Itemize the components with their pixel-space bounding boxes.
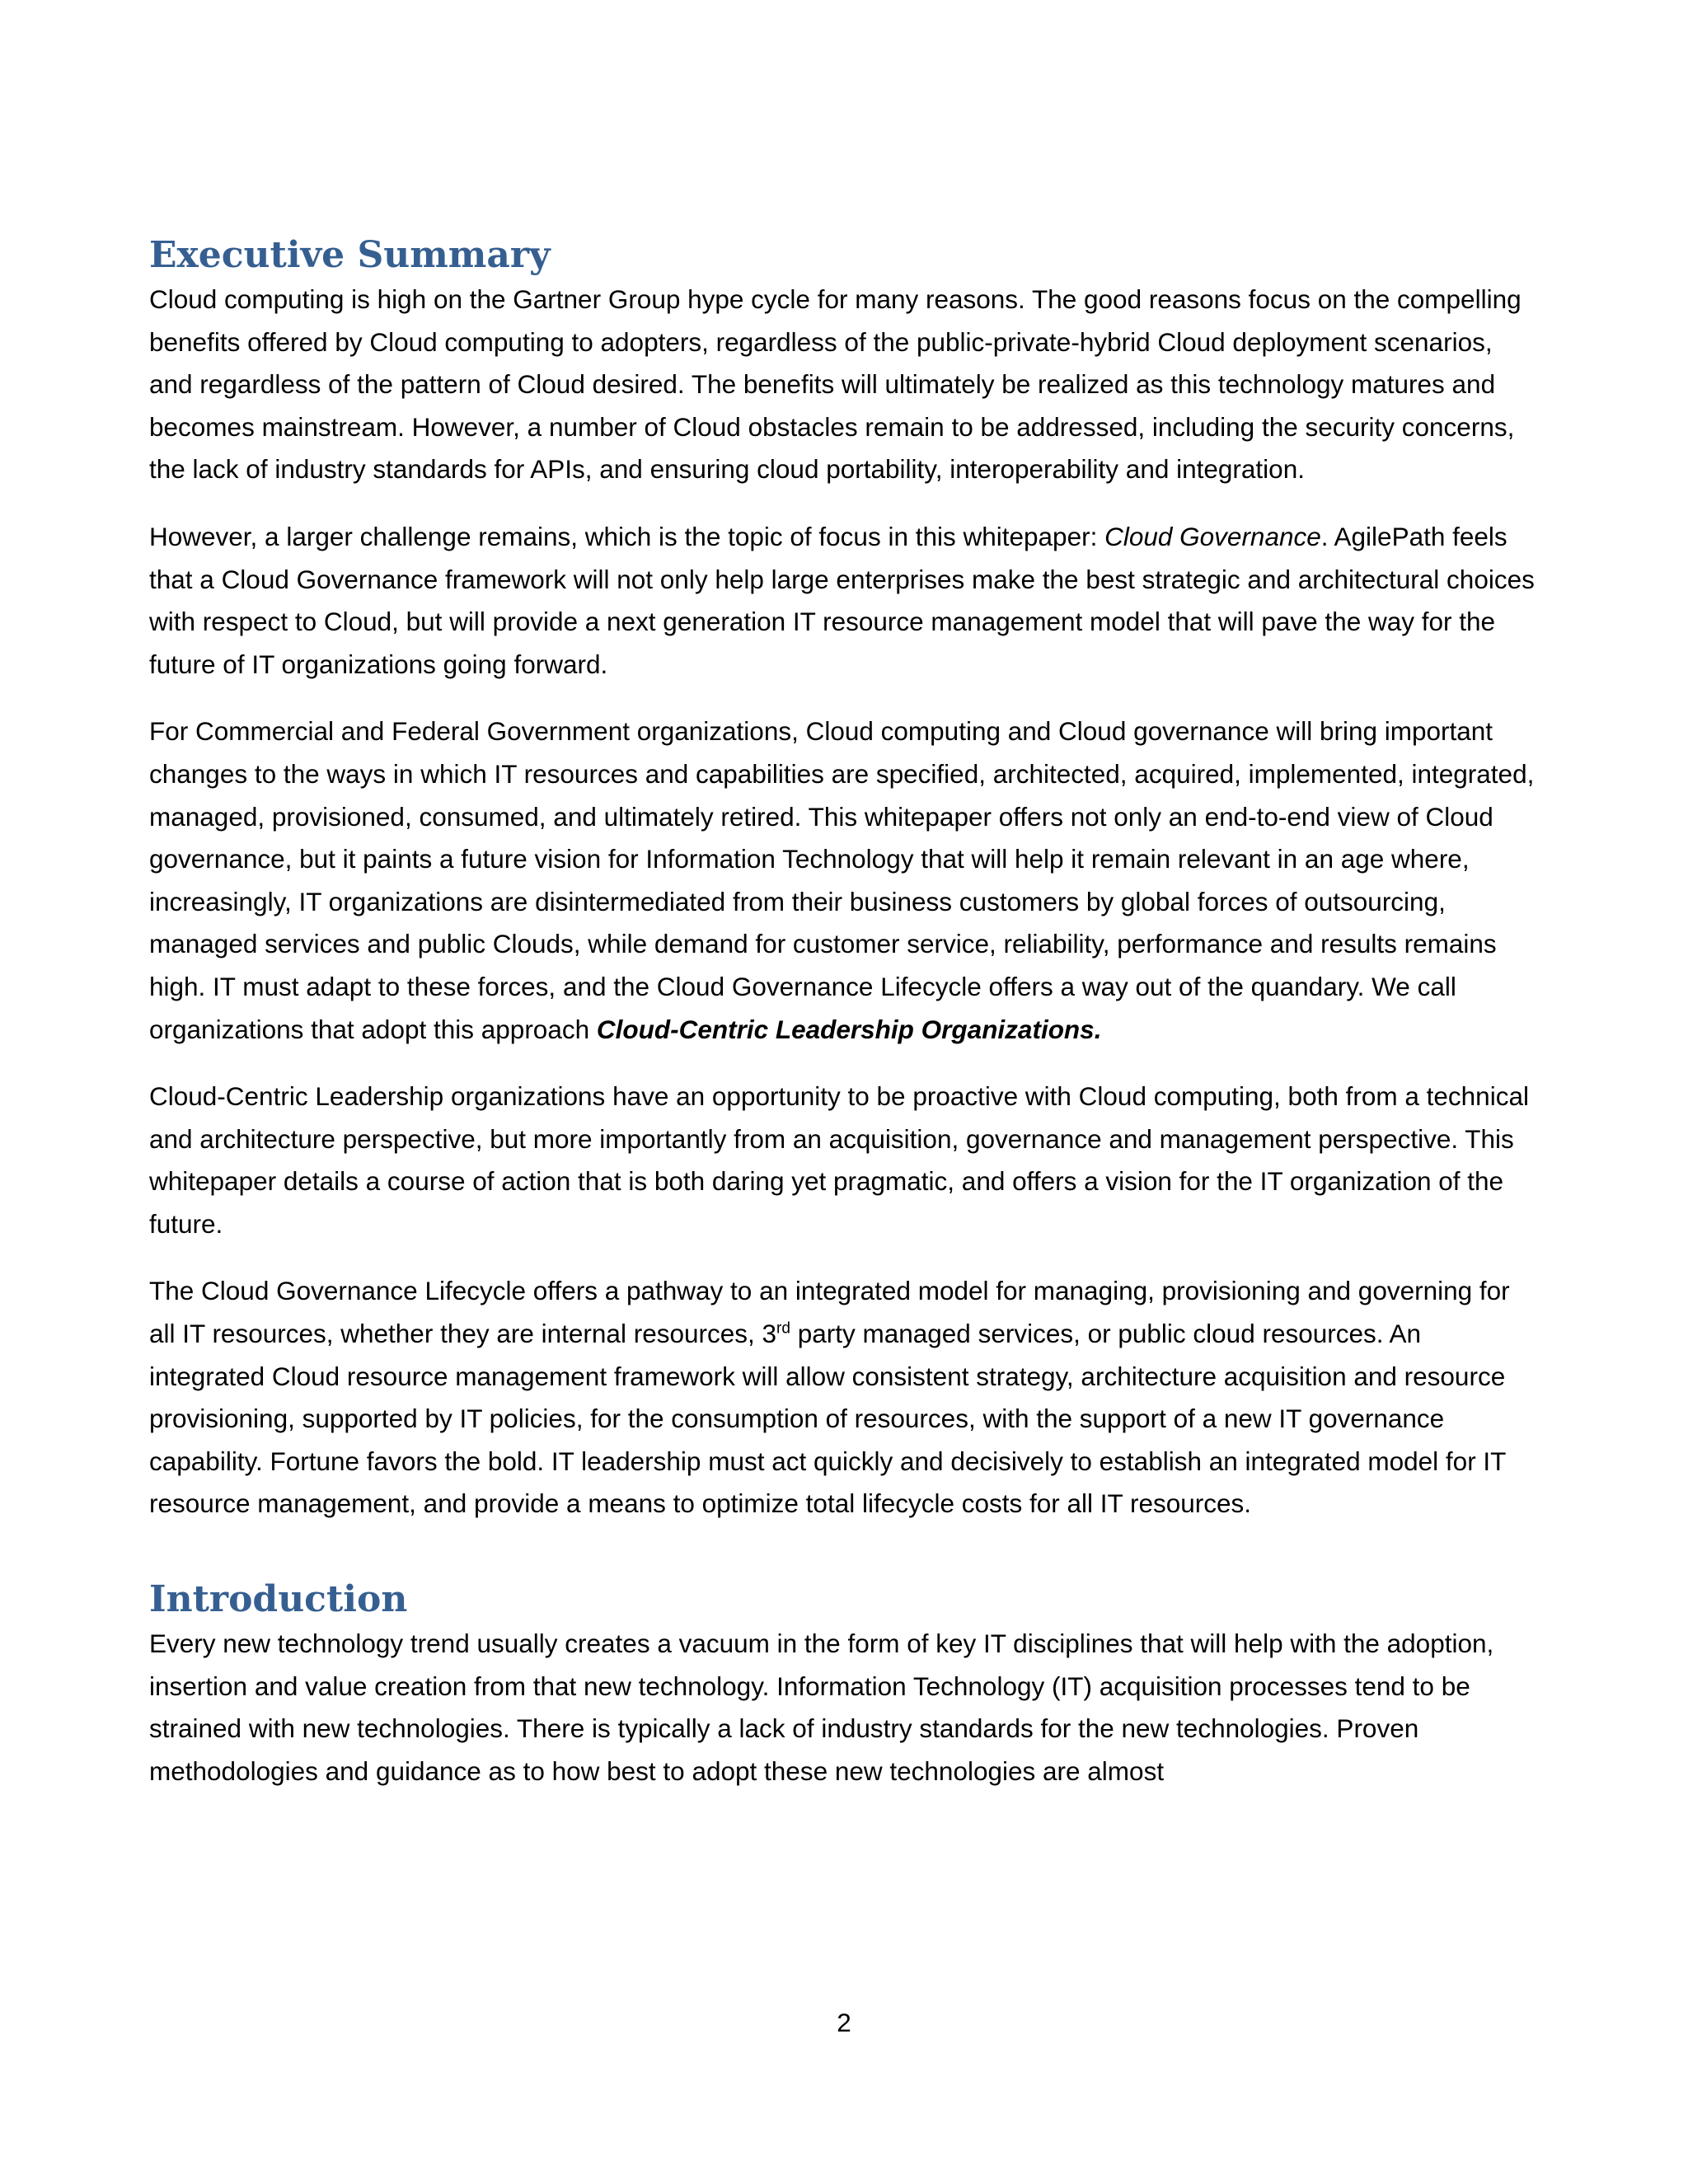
executive-summary-paragraph-4: Cloud-Centric Leadership organizations have an opportunity to be proactive with Cloud computing, both from a technical and architecture perspective, but more importantly from an acquisition, governance and management perspective. This whitepaper details a course of action that is both daring yet pragmatic, and offers a vision for the IT organization of the future. bbox=[149, 1081, 1529, 1239]
paragraph-text: However, a larger challenge remains, which is the topic of focus in this whitepaper: bbox=[149, 521, 1105, 551]
page-number: 2 bbox=[837, 2008, 851, 2037]
document-page bbox=[149, 232, 1542, 1817]
executive-summary-paragraph-1: Cloud computing is high on the Gartner Group hype cycle for many reasons. The good reasons focus on the compelling benefits offered by Cloud computing to adopters, regardless of the public-private-hybrid Cloud deployment scenarios, and regardless of the pattern of Cloud desired. The benefits will ultimately be realized as this technology matures and becomes mainstream. However, a number of Cloud obstacles remain to be addressed, including the security concerns, the lack of industry standards for APIs, and ensuring cloud portability, interoperability and integration. bbox=[149, 284, 1522, 485]
executive-summary-paragraph-3 bbox=[149, 710, 1542, 1051]
executive-summary-paragraph-2 bbox=[149, 516, 1542, 686]
section-heading-introduction: Introduction bbox=[149, 1578, 408, 1621]
emphasis-cloud-centric-leadership: Cloud-Centric Leadership Organizations. bbox=[596, 1014, 1102, 1044]
paragraph-text: . AgilePath feels that a Cloud Governance framework will not only help large enterprises make the best strategic and architectural choices with respect to Cloud, but will provide a next generation IT resource management model that will pave the way for the future of IT organizations going forward. bbox=[149, 521, 1535, 679]
paragraph-text: The Cloud Governance Lifecycle offers a pathway to an integrated model for managing, provisioning and governing for all IT resources, whether they are internal resources, 3 bbox=[149, 1276, 1510, 1349]
ordinal-superscript: rd bbox=[776, 1319, 790, 1338]
emphasis-cloud-governance: Cloud Governance bbox=[1104, 521, 1321, 551]
paragraph-text: party managed services, or public cloud resources. An integrated Cloud resource management framework will allow consistent strategy, architecture acquisition and resource provisioning, supported by IT policies, for the consumption of resources, with the support of a new IT governance capability. Fortune favors the bold. IT leadership must act quickly and decisively to establish an integrated model for IT resource management, and provide a means to optimize total lifecycle costs for all IT resources. bbox=[149, 1319, 1506, 1519]
introduction-paragraph-1: Every new technology trend usually creates a vacuum in the form of key IT disciplines that will help with the adoption, insertion and value creation from that new technology. Information Technology (IT) acquisition processes tend to be strained with new technologies. There is typically a lack of industry standards for the new technologies. Proven methodologies and guidance as to how best to adopt these new technologies are almost bbox=[149, 1629, 1494, 1786]
executive-summary-paragraph-5 bbox=[149, 1270, 1542, 1526]
paragraph-text: For Commercial and Federal Government organizations, Cloud computing and Cloud governance will bring important changes to the ways in which IT resources and capabilities are specified, architected, acquired, implemented, integrated, managed, provisioned, consumed, and ultimately retired. This whitepaper offers not only an end-to-end view of Cloud governance, but it paints a future vision for Information Technology that will help it remain relevant in an age where, increasingly, IT organizations are disintermediated from their business customers by global forces of outsourcing, managed services and public Clouds, while demand for customer service, reliability, performance and results remains high. IT must adapt to these forces, and the Cloud Governance Lifecycle offers a way out of the quandary. We call organizations that adopt this approach bbox=[149, 716, 1535, 1044]
section-heading-executive-summary: Executive Summary bbox=[149, 234, 551, 276]
